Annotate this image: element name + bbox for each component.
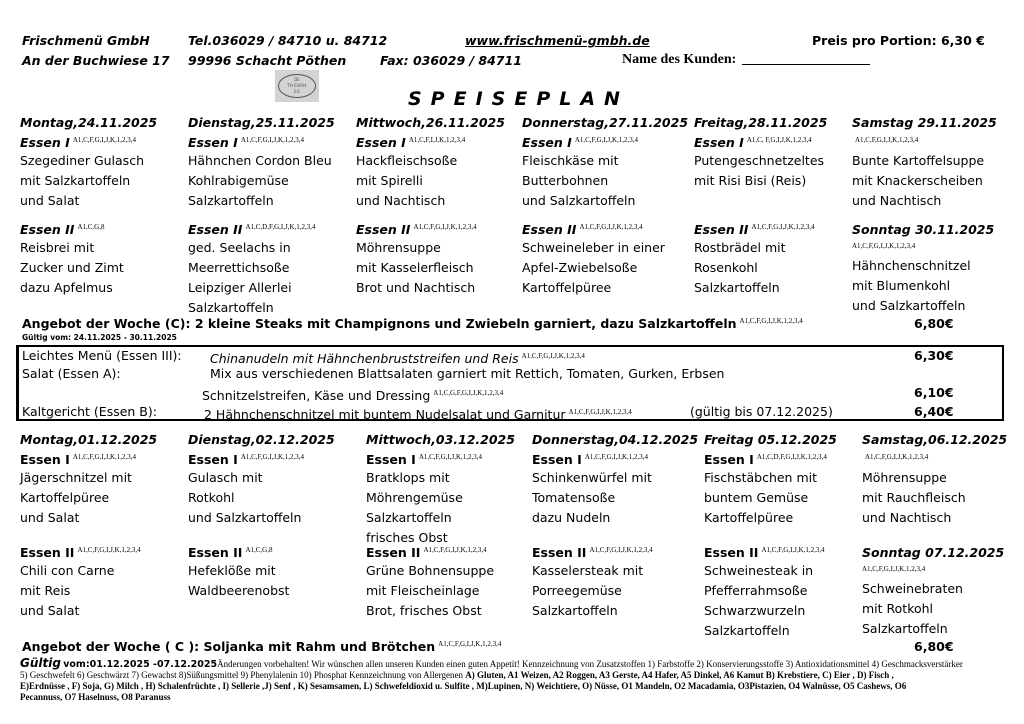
dish-line: buntem Gemüse	[704, 490, 809, 505]
cold-dish-validity: (gültig bis 07.12.2025)	[690, 404, 833, 419]
dish-line: Pfefferrahmsoße	[704, 583, 808, 598]
dish-line: Schweinebraten	[862, 581, 963, 596]
day-heading: Montag,01.12.2025	[20, 432, 158, 447]
meal-name: Essen II	[356, 222, 411, 237]
allergen-codes: A1,C,F,G,I,J,K,1,2,3,4	[761, 546, 825, 554]
dish-line: Szegediner Gulasch	[20, 153, 144, 168]
dish-line: Schwarzwurzeln	[704, 603, 806, 618]
allergen-codes: A1,C,F,G,I,J,K,1,2,3,4	[751, 223, 815, 231]
allergen-codes: A1,C,G,8	[77, 223, 105, 231]
dish-line: Butterbohnen	[522, 173, 609, 188]
phone-number: Tel.036029 / 84710 u. 84712	[188, 33, 388, 48]
dish-line: und Salzkartoffeln	[852, 298, 966, 313]
meal-name: Essen II	[522, 222, 577, 237]
meal-label	[522, 135, 638, 150]
day-heading: Dienstag,25.11.2025	[188, 115, 335, 130]
allergen-codes: A1,C,F,G,I,J,K,1,2,3,4	[579, 223, 643, 231]
offer-text: Angebot der Woche (C): 2 kleine Steaks mit Champignons und Zwiebeln garniert, dazu Salzkartoffeln	[22, 316, 737, 331]
meal-name: Essen II	[20, 222, 75, 237]
fax-number: Fax: 036029 / 84711	[380, 53, 522, 68]
dish-line: Salzkartoffeln	[704, 623, 790, 638]
day-heading: Sonntag 30.11.2025	[852, 222, 995, 237]
meal-name: Essen I	[694, 135, 744, 150]
allergen-codes: A1,C,F,G,I,J,K,1,2,3,4	[589, 546, 653, 554]
dish-line: Porreegemüse	[532, 583, 622, 598]
footer-line-4: Pecannuss, O7 Haselnuss, O8 Paranuss	[20, 692, 171, 702]
allergen-codes: A1,C,F,G,I,J,K,1,2,3,4	[865, 453, 929, 461]
dish-line: Brot, frisches Obst	[366, 603, 482, 618]
meal-label	[188, 545, 272, 560]
dish-line: mit Rotkohl	[862, 601, 934, 616]
meal-label	[704, 545, 825, 560]
day-heading: Montag,24.11.2025	[20, 115, 158, 130]
meal-label	[188, 222, 315, 237]
allergen-codes: A1,C,F,G,I,J,K,1,2,3,4	[413, 223, 477, 231]
footer-line-3: E)Erdnüsse , F) Soja, G) Milch , H) Schalenfrüchte , I) Sellerie ,J) Senf , K) Sesamsamen, L) Schwefeldioxid u. Sulfite , M)Lupinen, N) Weichtiere, O) Nüsse, O1 Mandeln, O2 Macadamia, O3Pistazien, O4 Walnüsse, O5 Cashews, O6	[20, 681, 907, 691]
allergen-codes: A1,C, F,G,I,J,K,1,2,3,4	[746, 136, 812, 144]
meal-label	[20, 222, 104, 237]
dish-line: Grüne Bohnensuppe	[366, 563, 495, 578]
day-heading: Donnerstag,04.12.2025	[532, 432, 699, 447]
dish-line: und Salat	[20, 603, 80, 618]
salad-label: Salat (Essen A):	[22, 366, 121, 381]
meal-name: Essen I	[704, 452, 754, 467]
dish-line: und Nachtisch	[356, 193, 446, 208]
meal-name: Essen II	[366, 545, 421, 560]
meal-label	[694, 222, 815, 237]
dish-line: Zucker und Zimt	[20, 260, 124, 275]
meal-name: Essen II	[694, 222, 749, 237]
dish-line: Rotkohl	[188, 490, 235, 505]
cold-dish-price: 6,40€	[914, 404, 954, 419]
dish-line: Salzkartoffeln	[694, 280, 780, 295]
dish-line: Hefeklöße mit	[188, 563, 276, 578]
dish-line: Hackfleischsoße	[356, 153, 458, 168]
meal-name: Essen I	[20, 135, 70, 150]
day-heading: Samstag,06.12.2025	[862, 432, 1008, 447]
dish-line: Hähnchen Cordon Bleu	[188, 153, 332, 168]
offer-of-week-1	[22, 316, 803, 331]
dish-line: ged. Seelachs in	[188, 240, 291, 255]
light-menu-label: Leichtes Menü (Essen III):	[22, 348, 182, 363]
dish-line: Schinkenwürfel mit	[532, 470, 652, 485]
dish-line: Fischstäbchen mit	[704, 470, 818, 485]
salad-text-2: Schnitzelstreifen, Käse und Dressing	[202, 388, 431, 403]
dish-line: Rosenkohl	[694, 260, 758, 275]
meal-label	[188, 452, 304, 467]
dish-line: Salzkartoffeln	[366, 510, 452, 525]
salad-allergens: A1,C,G,F,G,I,J,K,1,2,3,4	[433, 389, 504, 397]
dish-line: und Nachtisch	[852, 193, 942, 208]
meal-label	[862, 452, 928, 467]
meal-name: Essen I	[20, 452, 70, 467]
meal-label	[532, 452, 648, 467]
allergen-codes: A1,C,F,G,I,J,K,1,2,3,4	[77, 546, 141, 554]
dish-line: mit Reis	[20, 583, 71, 598]
meal-label	[366, 452, 482, 467]
footer-legend	[20, 658, 1020, 703]
dish-line: mit Risi Bisi (Reis)	[694, 173, 807, 188]
dish-line: mit Salzkartoffeln	[20, 173, 131, 188]
footer-valid-label: Gültig	[20, 656, 61, 670]
dish-line: Meerrettichsoße	[188, 260, 290, 275]
light-menu-allergens: A1,C,F,G,I,J,K,1,2,3,4	[521, 352, 585, 360]
offer-allergens: A1,C,F,G,I,J,K,1,2,3,4	[739, 317, 803, 325]
certification-stamp	[275, 70, 319, 102]
footer-line-2: 5) Geschwefelt 6) Geschwärzt 7) Gewachst 8)Süßungsmittel 9) Phenylalenin 10) Phosphat Kennzeichnung von Allergenen	[20, 670, 466, 680]
dish-line: mit Fleischeinlage	[366, 583, 480, 598]
dish-line: Kasselersteak mit	[532, 563, 644, 578]
cold-dish-allergens: A1,C,F,G,I,J,K,1,2,3,4	[568, 408, 632, 416]
meal-label	[356, 135, 465, 150]
meal-label	[188, 135, 304, 150]
meal-label	[366, 545, 487, 560]
day-heading: Freitag,28.11.2025	[694, 115, 828, 130]
allergen-codes: A1,C,F,G,I,J,K,1,2,3,4	[240, 453, 305, 461]
cold-dish-label: Kaltgericht (Essen B):	[22, 404, 157, 419]
dish-line: Rostbrädel mit	[694, 240, 786, 255]
dish-line: mit Kasselerfleisch	[356, 260, 474, 275]
dish-line: Kartoffelpüree	[522, 280, 612, 295]
offer-text: Angebot der Woche ( C ): Soljanka mit Rahm und Brötchen	[22, 639, 436, 654]
dish-line: Kohlrabigemüse	[188, 173, 289, 188]
day-heading: Samstag 29.11.2025	[852, 115, 997, 130]
meal-name: Essen II	[188, 222, 243, 237]
dish-line: Salzkartoffeln	[188, 193, 274, 208]
allergen-line	[862, 561, 925, 580]
light-menu-price: 6,30€	[914, 348, 954, 363]
company-name: Frischmenü GmbH	[22, 33, 150, 48]
dish-line: Möhrensuppe	[862, 470, 947, 485]
footer-valid-range: vom:01.12.2025 -07.12.2025	[63, 659, 218, 670]
dish-line: Chili con Carne	[20, 563, 115, 578]
allergen-codes: A1,C,D,F,G,I,J,K,1,2,3,4	[245, 223, 316, 231]
meal-name: Essen I	[522, 135, 572, 150]
dish-line: Putengeschnetzeltes	[694, 153, 825, 168]
dish-line: Bratklops mit	[366, 470, 450, 485]
day-heading: Freitag 05.12.2025	[704, 432, 837, 447]
dish-line: mit Blumenkohl	[852, 278, 951, 293]
allergen-codes: A1,C,F,G,I,J,K,1,2,3,4	[72, 136, 137, 144]
light-menu-text: Chinanudeln mit Hähnchenbruststreifen und Reis	[210, 351, 519, 366]
dish-line: Kartoffelpüree	[20, 490, 110, 505]
page-title: SPEISEPLAN	[408, 88, 629, 110]
allergen-codes: A1,C,F,G,I,J,K,1,2,3,4	[862, 565, 926, 573]
dish-line: Möhrensuppe	[356, 240, 441, 255]
allergen-codes: A1,C,G,8	[245, 546, 273, 554]
dish-line: Kartoffelpüree	[704, 510, 794, 525]
footer-line-2-bold: A) Gluten, A1 Weizen, A2 Roggen, A3 Gerste, A4 Hafer, A5 Dinkel, A6 Kamut B) Krebstiere, C) Eier , D) Fisch ,	[465, 670, 894, 680]
allergen-codes: A1,C,F,G,I,J,K,1,2,3,4	[72, 453, 137, 461]
dish-line: dazu Nudeln	[532, 510, 611, 525]
meal-name: Essen II	[532, 545, 587, 560]
website-link[interactable]: www.frischmenü-gmbh.de	[465, 33, 650, 48]
meal-name: Essen I	[366, 452, 416, 467]
street-address: An der Buchwiese 17	[22, 53, 170, 68]
stamp-line: EG	[294, 89, 300, 94]
meal-name: Essen II	[188, 545, 243, 560]
validity-week-1: Gültig vom: 24.11.2025 - 30.11.2025	[22, 333, 177, 342]
meal-label	[532, 545, 653, 560]
dish-line: Möhrengemüse	[366, 490, 463, 505]
meal-label	[20, 545, 141, 560]
meal-label	[852, 135, 918, 150]
salad-price: 6,10€	[914, 385, 954, 400]
footer-line-1: Änderungen vorbehalten! Wir wünschen allen unseren Kunden einen guten Appetit! Kennzeichnung von Zusatzstoffen 1) Farbstoffe 2) Konservierungsstoffe 3) Antioxidationsmittel 4) Geschmacksverstärker	[217, 659, 963, 669]
meal-label	[20, 135, 136, 150]
dish-line: Reisbrei mit	[20, 240, 95, 255]
dish-line: und Nachtisch	[862, 510, 952, 525]
day-heading: Sonntag 07.12.2025	[862, 545, 1005, 560]
meal-name: Essen II	[704, 545, 759, 560]
customer-name-field[interactable]	[622, 52, 870, 68]
dish-line: und Salzkartoffeln	[522, 193, 636, 208]
dish-line: Salzkartoffeln	[532, 603, 618, 618]
allergen-line	[852, 238, 915, 257]
allergen-codes: A1,C,F,G,I,J,K,1,2,3,4	[855, 136, 919, 144]
allergen-codes: A1,C,F,I,J,K,1,2,3,4	[408, 136, 466, 144]
customer-name-label: Name des Kunden:	[622, 52, 737, 67]
dish-line: und Salat	[20, 193, 80, 208]
dish-line: Brot und Nachtisch	[356, 280, 476, 295]
allergen-codes: A1,C,F,G,I,J,K,1,2,3,4	[240, 136, 305, 144]
allergen-codes: A1,C,F,G,I,J,K,1,2,3,4	[584, 453, 649, 461]
meal-name: Essen I	[188, 135, 238, 150]
meal-label	[704, 452, 827, 467]
salad-text-1: Mix aus verschiedenen Blattsalaten garniert mit Rettich, Tomaten, Gurken, Erbsen	[210, 366, 725, 381]
day-heading: Mittwoch,03.12.2025	[366, 432, 515, 447]
day-heading: Dienstag,02.12.2025	[188, 432, 335, 447]
meal-label	[694, 135, 812, 150]
allergen-codes: A1,C,D,F,G,I,J,K,1,2,3,4	[756, 453, 827, 461]
offer-allergens: A1,C,F,G,I,J,K,1,2,3,4	[438, 640, 502, 648]
dish-line: Salzkartoffeln	[188, 300, 274, 315]
dish-line: Fleischkäse mit	[522, 153, 619, 168]
dish-line: Bunte Kartoffelsuppe	[852, 153, 985, 168]
dish-line: Tomatensoße	[532, 490, 616, 505]
meal-name: Essen II	[20, 545, 75, 560]
meal-name: Essen I	[356, 135, 406, 150]
dish-line: und Salat	[20, 510, 80, 525]
dish-line: Jägerschnitzel mit	[20, 470, 132, 485]
dish-line: Waldbeerenobst	[188, 583, 290, 598]
dish-line: dazu Apfelmus	[20, 280, 113, 295]
dish-line: mit Spirelli	[356, 173, 423, 188]
cold-dish	[204, 402, 632, 425]
meal-label	[20, 452, 136, 467]
dish-line: und Salzkartoffeln	[188, 510, 302, 525]
stamp-line: DE	[294, 77, 300, 82]
dish-line: Gulasch mit	[188, 470, 263, 485]
dish-line: Apfel-Zwiebelsoße	[522, 260, 638, 275]
dish-line: Leipziger Allerlei	[188, 280, 292, 295]
cold-dish-text: 2 Hähnchenschnitzel mit buntem Nudelsalat und Garnitur	[204, 407, 566, 422]
meal-label	[356, 222, 477, 237]
meal-name: Essen I	[188, 452, 238, 467]
dish-line: mit Rauchfleisch	[862, 490, 966, 505]
allergen-codes: A1,C,F,G,I,J,K,1,2,3,4	[574, 136, 639, 144]
city-address: 99996 Schacht Pöthen	[188, 53, 347, 68]
dish-line: Schweineleber in einer	[522, 240, 665, 255]
offer-of-week-2	[22, 639, 501, 654]
day-heading: Mittwoch,26.11.2025	[356, 115, 505, 130]
price-per-portion: Preis pro Portion: 6,30 €	[812, 33, 985, 48]
meal-label	[522, 222, 643, 237]
meal-name: Essen I	[532, 452, 582, 467]
stamp-line: TH 03004	[287, 83, 307, 88]
allergen-codes: A1,C,F,G,I,J,K,1,2,3,4	[852, 242, 916, 250]
customer-name-line[interactable]	[742, 52, 870, 65]
offer-price: 6,80€	[914, 639, 954, 654]
allergen-codes: A1,C,F,G,I,J,K,1,2,3,4	[418, 453, 483, 461]
dish-line: frisches Obst	[366, 530, 448, 545]
allergen-codes: A1,C,F,G,I,J,K,1,2,3,4	[423, 546, 487, 554]
dish-line: Schweinesteak in	[704, 563, 814, 578]
offer-price: 6,80€	[914, 316, 954, 331]
dish-line: mit Knackerscheiben	[852, 173, 983, 188]
day-heading: Donnerstag,27.11.2025	[522, 115, 689, 130]
dish-line: Salzkartoffeln	[862, 621, 948, 636]
dish-line: Hähnchenschnitzel	[852, 258, 971, 273]
